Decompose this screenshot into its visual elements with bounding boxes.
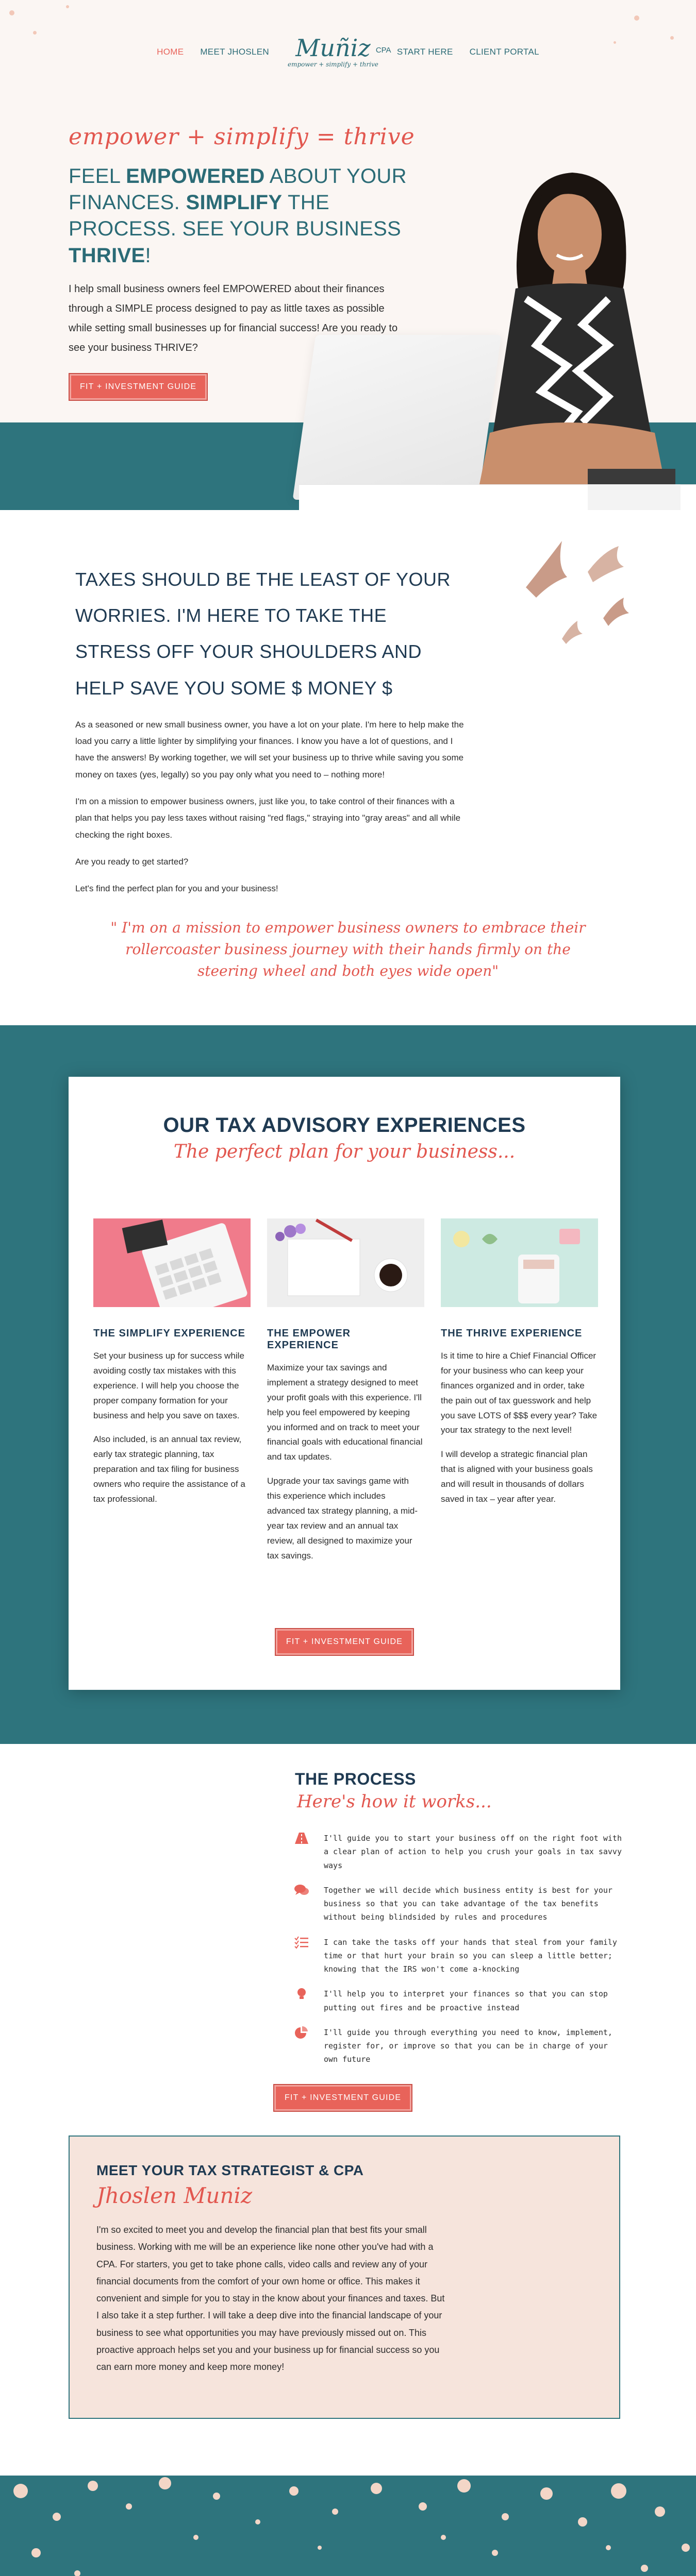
process-investment-guide-button[interactable]: FIT + INVESTMENT GUIDE xyxy=(273,2084,412,2112)
site-header xyxy=(0,0,696,88)
logo-tagline: empower + simplify + thrive xyxy=(288,61,378,68)
experience-text: Is it time to hire a Chief Financial Officer for your business who can keep your finances organized and in order, take the pain out of tax guesswork and help you save LOTS of $$$ every year? Take your tax strategy to the next level! xyxy=(441,1351,598,1435)
process-step-text: I can take the tasks off your hands that steal from your family time or that hurt your brain so you can sleep a little better; knowing that the IRS won't come a-knocking xyxy=(324,1937,617,1974)
decor-dot xyxy=(9,10,14,15)
process-title: THE PROCESS xyxy=(295,1770,416,1788)
experience-heading: THE THRIVE EXPERIENCE xyxy=(441,1328,583,1339)
experience-thrive xyxy=(441,1218,598,1564)
process-step-text: Together we will decide which business entity is best for your business so that you can take advantage of the tax benefits without being blindsided by rules and procedures xyxy=(324,1885,612,1922)
decor-dot xyxy=(66,5,69,8)
experience-text: Set your business up for success while avoiding costly tax mistakes with this experience. I will help you choose the proper company formation for your business and help you save on taxes. xyxy=(93,1351,244,1420)
hero-script-tagline: empower + simplify = thrive xyxy=(69,124,415,150)
hero-section xyxy=(0,88,696,510)
lightbulb-icon xyxy=(293,1987,310,2002)
hero-investment-guide-button[interactable]: FIT + INVESTMENT GUIDE xyxy=(69,373,208,401)
strategist-section xyxy=(0,2136,696,2476)
experience-heading: THE EMPOWER EXPERIENCE xyxy=(267,1328,351,1351)
experience-text: Upgrade your tax savings game with this experience which includes advanced tax strategy planning, a mid-year tax review and an annual tax review, all designed to maximize your tax savings. xyxy=(267,1476,418,1561)
process-subtitle: Here's how it works... xyxy=(297,1791,492,1812)
chat-icon xyxy=(293,1884,310,1898)
nav-meet-jhoslen[interactable]: MEET JHOSLEN xyxy=(200,47,269,57)
hero-body: I help small business owners feel EMPOWERED about their finances through a SIMPLE process designed to pay as little taxes as possible while setting small businesses up for financial success! Are you ready to see your business THRIVE? xyxy=(69,283,398,353)
intro-content xyxy=(75,562,467,897)
birds-illustration xyxy=(516,531,650,649)
nav-start-here[interactable]: START HERE xyxy=(396,47,453,57)
intro-paragraph: As a seasoned or new small business owner, you have a lot on your plate. I'm here to help make the load you carry a little lighter by simplifying your finances. I know you have a lot of questions, and I have the answers! By working together, we will set your business up to thrive while saving you some money on taxes (yes, legally) so you pay only what you need to – nothing more! xyxy=(75,719,464,779)
experience-text: I will develop a strategic financial plan that is aligned with your business goals and will result in thousands of dollars saved in tax – year after year. xyxy=(441,1449,593,1504)
coffee-desk-image xyxy=(267,1218,424,1307)
process-step xyxy=(293,1884,623,1924)
confetti-decoration xyxy=(0,2476,696,2576)
intro-paragraph: I'm on a mission to empower business owners, just like you, to take control of their finances with a plan that helps you pay less taxes without raising "red flags," straying into "gray areas" and all while checking the right boxes. xyxy=(75,796,461,840)
hero-title: FEEL EMPOWERED ABOUT YOUR FINANCES. SIMPLIFY THE PROCESS. SEE YOUR BUSINESS THRIVE! xyxy=(69,165,407,267)
checklist-icon xyxy=(293,1936,310,1950)
calculator-image xyxy=(93,1218,251,1307)
process-step-text: I'll guide you to start your business off on the right foot with a clear plan of action to help you crush your goals in tax savvy ways xyxy=(324,1834,622,1870)
experiences-columns xyxy=(93,1218,599,1564)
process-step xyxy=(293,1832,623,1872)
process-step xyxy=(293,2026,623,2066)
cta-section xyxy=(0,2476,696,2576)
intro-paragraph: Let's find the perfect plan for you and your business! xyxy=(75,884,278,894)
strategist-body: I'm so excited to meet you and develop the financial plan that best fits your small business. Working with me will be an experience like none other you've had with a CPA. For starters, you get to take phone calls, video calls and review any of your financial documents from the comfort of your own home or office. This makes it convenient and simple for you to stay in the know about your finances and taxes. But I also take it a step further. I will take a deep dive into the financial landscape of your business to see what opportunities you may have previously missed out on. This proactive approach helps set you and your business up for financial success so you can earn more money and keep more money! xyxy=(96,2225,445,2372)
experiences-card xyxy=(69,1077,620,1690)
experience-simplify xyxy=(93,1218,251,1564)
intro-title: TAXES SHOULD BE THE LEAST OF YOUR WORRIES. I'M HERE TO TAKE THE STRESS OFF YOUR SHOULDERS AND HELP SAVE YOU SOME $ MONEY $ xyxy=(75,569,451,699)
experience-text: Also included, is an annual tax review, early tax strategic planning, tax preparation and tax filing for business owners who require the assistance of a tax professional. xyxy=(93,1434,245,1504)
process-step-text: I'll guide you through everything you need to know, implement, register for, or improve so that you can be in charge of your own future xyxy=(324,2027,612,2064)
experience-empower xyxy=(267,1218,424,1564)
strategist-signature: Jhoslen Muniz xyxy=(96,2183,253,2208)
process-step xyxy=(293,1936,623,1976)
intro-section xyxy=(0,510,696,1025)
pie-chart-icon xyxy=(293,2026,310,2040)
nav-home[interactable]: HOME xyxy=(157,47,184,57)
experiences-section xyxy=(0,1025,696,1744)
decor-dot xyxy=(33,31,37,35)
process-section xyxy=(0,1744,696,2136)
road-icon xyxy=(293,1832,310,1846)
process-step-text: I'll help you to interpret your finances so that you can stop putting out fires and be proactive instead xyxy=(324,1989,608,2012)
nav-client-portal[interactable]: CLIENT PORTAL xyxy=(469,47,539,57)
process-steps xyxy=(293,1832,623,2078)
site-logo[interactable] xyxy=(288,34,391,68)
experiences-subtitle: The perfect plan for your business... xyxy=(173,1141,516,1162)
logo-wordmark: Muñiz CPA xyxy=(295,34,391,62)
decor-dot xyxy=(634,15,639,21)
strategist-box xyxy=(69,2136,620,2419)
strategist-title: MEET YOUR TAX STRATEGIST & CPA xyxy=(96,2162,364,2178)
experiences-investment-guide-button[interactable]: FIT + INVESTMENT GUIDE xyxy=(275,1628,414,1656)
mission-quote: " I'm on a mission to empower business owners to embrace their rollercoaster business journey with their hands firmly on the steering wheel and both eyes wide open" xyxy=(110,919,586,979)
main-nav xyxy=(0,36,696,68)
experiences-button-wrap xyxy=(69,1628,620,1656)
experience-heading: THE SIMPLIFY EXPERIENCE xyxy=(93,1328,245,1339)
experiences-title: OUR TAX ADVISORY EXPERIENCES xyxy=(163,1114,526,1137)
portrait-image xyxy=(459,165,681,510)
hero-content xyxy=(69,124,440,401)
intro-paragraph: Are you ready to get started? xyxy=(75,856,189,867)
mint-calculator-image xyxy=(441,1218,598,1307)
experience-text: Maximize your tax savings and implement a strategy designed to meet your profit goals with this experience. I'll help you feel empowered by keeping you informed and on track to meet your financial goals with educational financial and tax updates. xyxy=(267,1363,423,1462)
process-step xyxy=(293,1987,623,2014)
